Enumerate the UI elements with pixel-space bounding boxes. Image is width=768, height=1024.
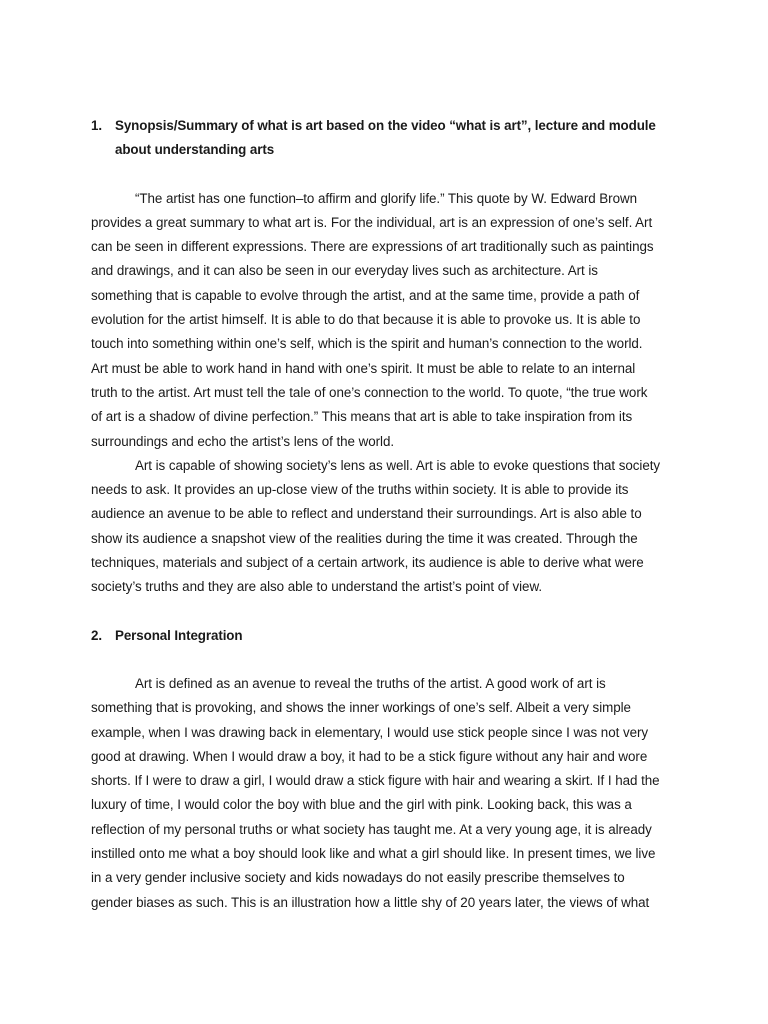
spacer — [91, 648, 661, 672]
spacer — [91, 600, 661, 624]
section-1-paragraph-2: Art is capable of showing society’s lens as well. Art is able to evoke questions that society needs to ask. It provides an up-close view of the truths within society. It is able to provide its audience an avenue to be able to reflect and understand their surroundings. Art is also able to show its audience a snapshot view of the realities during the time it was created. Through the techniques, materials and subject of a certain artwork, its audience is able to derive what were society’s truths and they are also able to understand the artist’s point of view. — [91, 457, 661, 595]
section-2-paragraph-1: Art is defined as an avenue to reveal the truths of the artist. A good work of art is something that is provoking, and shows the inner workings of one’s self. Albeit a very simple example, when I was drawing back in elementary, I would use stick people since I was not very good at drawing. When I would draw a boy, it had to be a stick figure without any hair and wore shorts. If I were to draw a girl, I would draw a stick figure with hair and wearing a skirt. If I had the luxury of time, I would color the boy with blue and the girl with pink. Looking back, this was a reflection of my personal truths or what society has taught me. At a very young age, it is already instilled onto me what a boy should look like and what a girl should like. In present times, we live in a very gender inclusive society and kids nowadays do not easily prescribe themselves to gender biases as such. This is an illustration how a little shy of 20 years later, the views of what — [91, 675, 660, 910]
section-1-heading — [91, 114, 661, 163]
spacer — [91, 163, 661, 187]
section-2-heading — [91, 624, 661, 648]
section-1-paragraph-1: “The artist has one function–to affirm and glorify life.” This quote by W. Edward Brown provides a great summary to what art is. For the individual, art is an expression of one’s self. Art can be seen in different expressions. There are expressions of art traditionally such as paintings and drawings, and it can also be seen in our everyday lives such as architecture. Art is something that is capable to evolve through the artist, and at the same time, provide a path of evolution for the artist himself. It is able to do that because it is able to provoke us. It is able to touch into something within one’s self, which is the spirit and human’s connection to the world. Art must be able to work hand in hand with one’s spirit. It must be able to relate to an internal truth to the artist. Art must tell the tale of one’s connection to the world. To quote, “the true work of art is a shadow of divine perfection.” This means that art is able to take inspiration from its surroundings and echo the artist’s lens of the world. — [91, 190, 654, 449]
document-content — [91, 114, 661, 915]
section-1-title: Synopsis/Summary of what is art based on the video “what is art”, lecture and module about understanding arts — [115, 118, 656, 158]
section-2-title: Personal Integration — [115, 627, 243, 643]
section-2-number: 2. — [91, 627, 102, 643]
section-1-number: 1. — [91, 118, 102, 133]
